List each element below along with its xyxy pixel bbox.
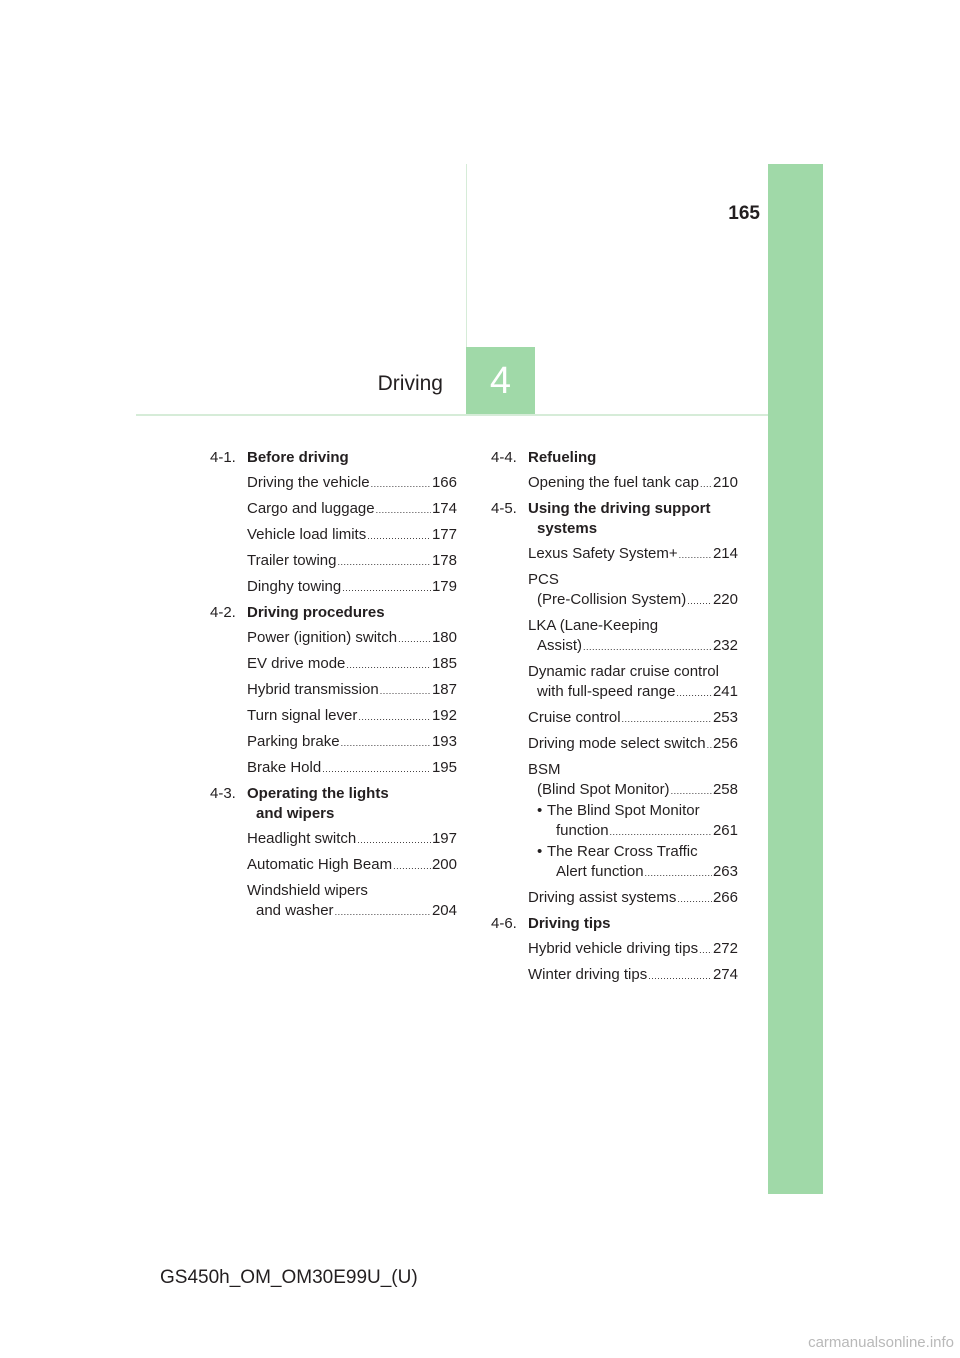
entry-page: 166 [431, 474, 457, 491]
toc-entry[interactable] [528, 760, 738, 883]
toc-entry[interactable] [247, 551, 457, 572]
entry-label: Driving the vehicle [247, 474, 370, 491]
entry-page: 192 [431, 707, 457, 724]
entry-label: Dinghy towing [247, 578, 342, 595]
entry-label-line: with full-speed range [537, 683, 676, 700]
entry-label-line: Assist) [537, 637, 582, 654]
section-title[interactable] [247, 784, 389, 824]
toc-entry[interactable] [528, 939, 738, 960]
toc-section-4-6 [491, 914, 738, 986]
watermark: carmanualsonline.info [808, 1334, 954, 1351]
toc-entry[interactable] [528, 734, 738, 755]
toc-section-4-2 [210, 603, 457, 779]
toc-entry[interactable] [247, 758, 457, 779]
entry-label: Lexus Safety System+ [528, 545, 678, 562]
leader-dots [671, 781, 712, 801]
entry-label: Turn signal lever [247, 707, 358, 724]
entry-label-line: (Blind Spot Monitor) [537, 781, 670, 798]
entry-page: 180 [431, 629, 457, 646]
entry-page: 210 [712, 474, 738, 491]
leader-dots [393, 856, 431, 876]
toc-section-4-5 [491, 499, 738, 909]
leader-dots [342, 578, 431, 598]
entry-label-line: Dynamic radar cruise control [528, 663, 719, 680]
entry-page: 187 [431, 681, 457, 698]
leader-dots [376, 500, 431, 520]
subentry-page: 261 [712, 822, 738, 839]
toc-entry[interactable] [528, 708, 738, 729]
section-title-line: and wipers [256, 805, 335, 822]
subentry-label-line: The Rear Cross Traffic [547, 843, 698, 860]
toc-entry[interactable] [247, 829, 457, 850]
chapter-title: Driving [377, 372, 443, 395]
subentry-label-line: The Blind Spot Monitor [547, 802, 700, 819]
toc-section-4-4 [491, 448, 738, 494]
leader-dots [341, 733, 431, 753]
leader-dots [610, 822, 712, 842]
entry-label: Automatic High Beam [247, 856, 393, 873]
toc-section-4-3 [210, 784, 457, 922]
leader-dots [699, 940, 712, 960]
toc-entry[interactable] [528, 888, 738, 909]
entry-label-line: Windshield wipers [247, 882, 368, 899]
toc-entry[interactable] [247, 855, 457, 876]
header-divider-horizontal [136, 414, 768, 416]
section-number: 4-4. [491, 449, 517, 466]
section-title-line: Using the driving support [528, 500, 711, 517]
leader-dots [337, 552, 430, 572]
page-number: 165 [728, 203, 760, 224]
subentry-page: 263 [712, 863, 738, 880]
entry-label-line: (Pre-Collision System) [537, 591, 687, 608]
section-title[interactable]: Driving procedures [247, 604, 385, 621]
toc-entry[interactable] [247, 706, 457, 727]
section-title-line: Operating the lights [247, 785, 389, 802]
section-number: 4-5. [491, 500, 517, 517]
entry-page: 204 [431, 902, 457, 919]
leader-dots [357, 830, 431, 850]
leader-dots [367, 526, 431, 546]
entry-label: Parking brake [247, 733, 340, 750]
entry-page: 266 [712, 889, 738, 906]
entry-page: 241 [712, 683, 738, 700]
leader-dots [676, 683, 712, 703]
entry-label: EV drive mode [247, 655, 346, 672]
leader-dots [371, 474, 431, 494]
toc-entry[interactable] [528, 544, 738, 565]
entry-page: 232 [712, 637, 738, 654]
toc-entry[interactable] [247, 628, 457, 649]
header-divider-vertical [466, 164, 467, 347]
toc-subentry[interactable] [528, 801, 738, 842]
toc-entry[interactable] [528, 473, 738, 494]
leader-dots [700, 474, 712, 494]
entry-label: Opening the fuel tank cap [528, 474, 699, 491]
section-number: 4-6. [491, 915, 517, 932]
entry-label: Driving assist systems [528, 889, 677, 906]
entry-page: 274 [712, 966, 738, 983]
entry-label-line: PCS [528, 571, 559, 588]
entry-page: 179 [431, 578, 457, 595]
leader-dots [707, 735, 712, 755]
toc-entry[interactable] [528, 616, 738, 657]
entry-page: 193 [431, 733, 457, 750]
toc-section-4-1 [210, 448, 457, 598]
entry-page: 256 [712, 735, 738, 752]
entry-page: 214 [712, 545, 738, 562]
leader-dots [346, 655, 431, 675]
entry-label: Hybrid vehicle driving tips [528, 940, 699, 957]
entry-label-line: LKA (Lane-Keeping [528, 617, 659, 634]
entry-page: 185 [431, 655, 457, 672]
chapter-side-tab [768, 164, 823, 1194]
subentry-label-line: Alert function [556, 863, 644, 880]
entry-page: 220 [712, 591, 738, 608]
toc-left-column [210, 448, 457, 927]
entry-page: 177 [431, 526, 457, 543]
leader-dots [677, 889, 712, 909]
leader-dots [679, 545, 712, 565]
entry-label: Winter driving tips [528, 966, 648, 983]
leader-dots [583, 637, 712, 657]
leader-dots [687, 591, 712, 611]
section-title[interactable]: Driving tips [528, 915, 611, 932]
section-title[interactable]: Refueling [528, 449, 597, 466]
chapter-number-box: 4 [466, 347, 535, 416]
entry-page: 258 [712, 781, 738, 798]
entry-page: 178 [431, 552, 457, 569]
entry-label-line: BSM [528, 761, 561, 778]
leader-dots [648, 966, 712, 986]
toc-entry[interactable] [528, 965, 738, 986]
entry-label: Vehicle load limits [247, 526, 367, 543]
leader-dots [398, 629, 431, 649]
entry-label: Hybrid transmission [247, 681, 379, 698]
toc-entry[interactable] [528, 570, 738, 611]
toc-entry[interactable] [247, 473, 457, 494]
entry-label: Headlight switch [247, 830, 357, 847]
toc-entry[interactable] [247, 654, 457, 675]
section-title[interactable] [528, 499, 711, 539]
leader-dots [380, 681, 431, 701]
entry-page: 174 [431, 500, 457, 517]
section-number: 4-3. [210, 785, 236, 802]
toc-entry[interactable] [247, 577, 457, 598]
toc-entry[interactable] [247, 499, 457, 520]
toc-subentry[interactable] [528, 842, 738, 883]
leader-dots [358, 707, 431, 727]
entry-label: Brake Hold [247, 759, 322, 776]
entry-label: Cargo and luggage [247, 500, 375, 517]
entry-page: 200 [431, 856, 457, 873]
entry-label: Cruise control [528, 709, 621, 726]
section-number: 4-1. [210, 449, 236, 466]
toc-entry[interactable] [247, 732, 457, 753]
toc-entry[interactable] [247, 680, 457, 701]
section-title-line: systems [537, 520, 598, 537]
entry-label: Power (ignition) switch [247, 629, 398, 646]
document-code: GS450h_OM_OM30E99U_(U) [160, 1267, 418, 1288]
bullet-icon: • [537, 802, 543, 819]
entry-page: 272 [712, 940, 738, 957]
leader-dots [622, 709, 712, 729]
toc-entry[interactable] [528, 662, 738, 703]
entry-label: Driving mode select switch [528, 735, 706, 752]
bullet-icon: • [537, 843, 543, 860]
entry-page: 253 [712, 709, 738, 726]
section-number: 4-2. [210, 604, 236, 621]
subentry-label-line: function [556, 822, 609, 839]
entry-page: 195 [431, 759, 457, 776]
toc-right-column [491, 448, 738, 991]
toc-entry[interactable] [247, 881, 457, 922]
leader-dots [335, 902, 431, 922]
leader-dots [645, 863, 712, 883]
entry-page: 197 [431, 830, 457, 847]
leader-dots [322, 759, 431, 779]
entry-label-line: and washer [256, 902, 334, 919]
entry-label: Trailer towing [247, 552, 337, 569]
section-title[interactable]: Before driving [247, 449, 349, 466]
toc-entry[interactable] [247, 525, 457, 546]
